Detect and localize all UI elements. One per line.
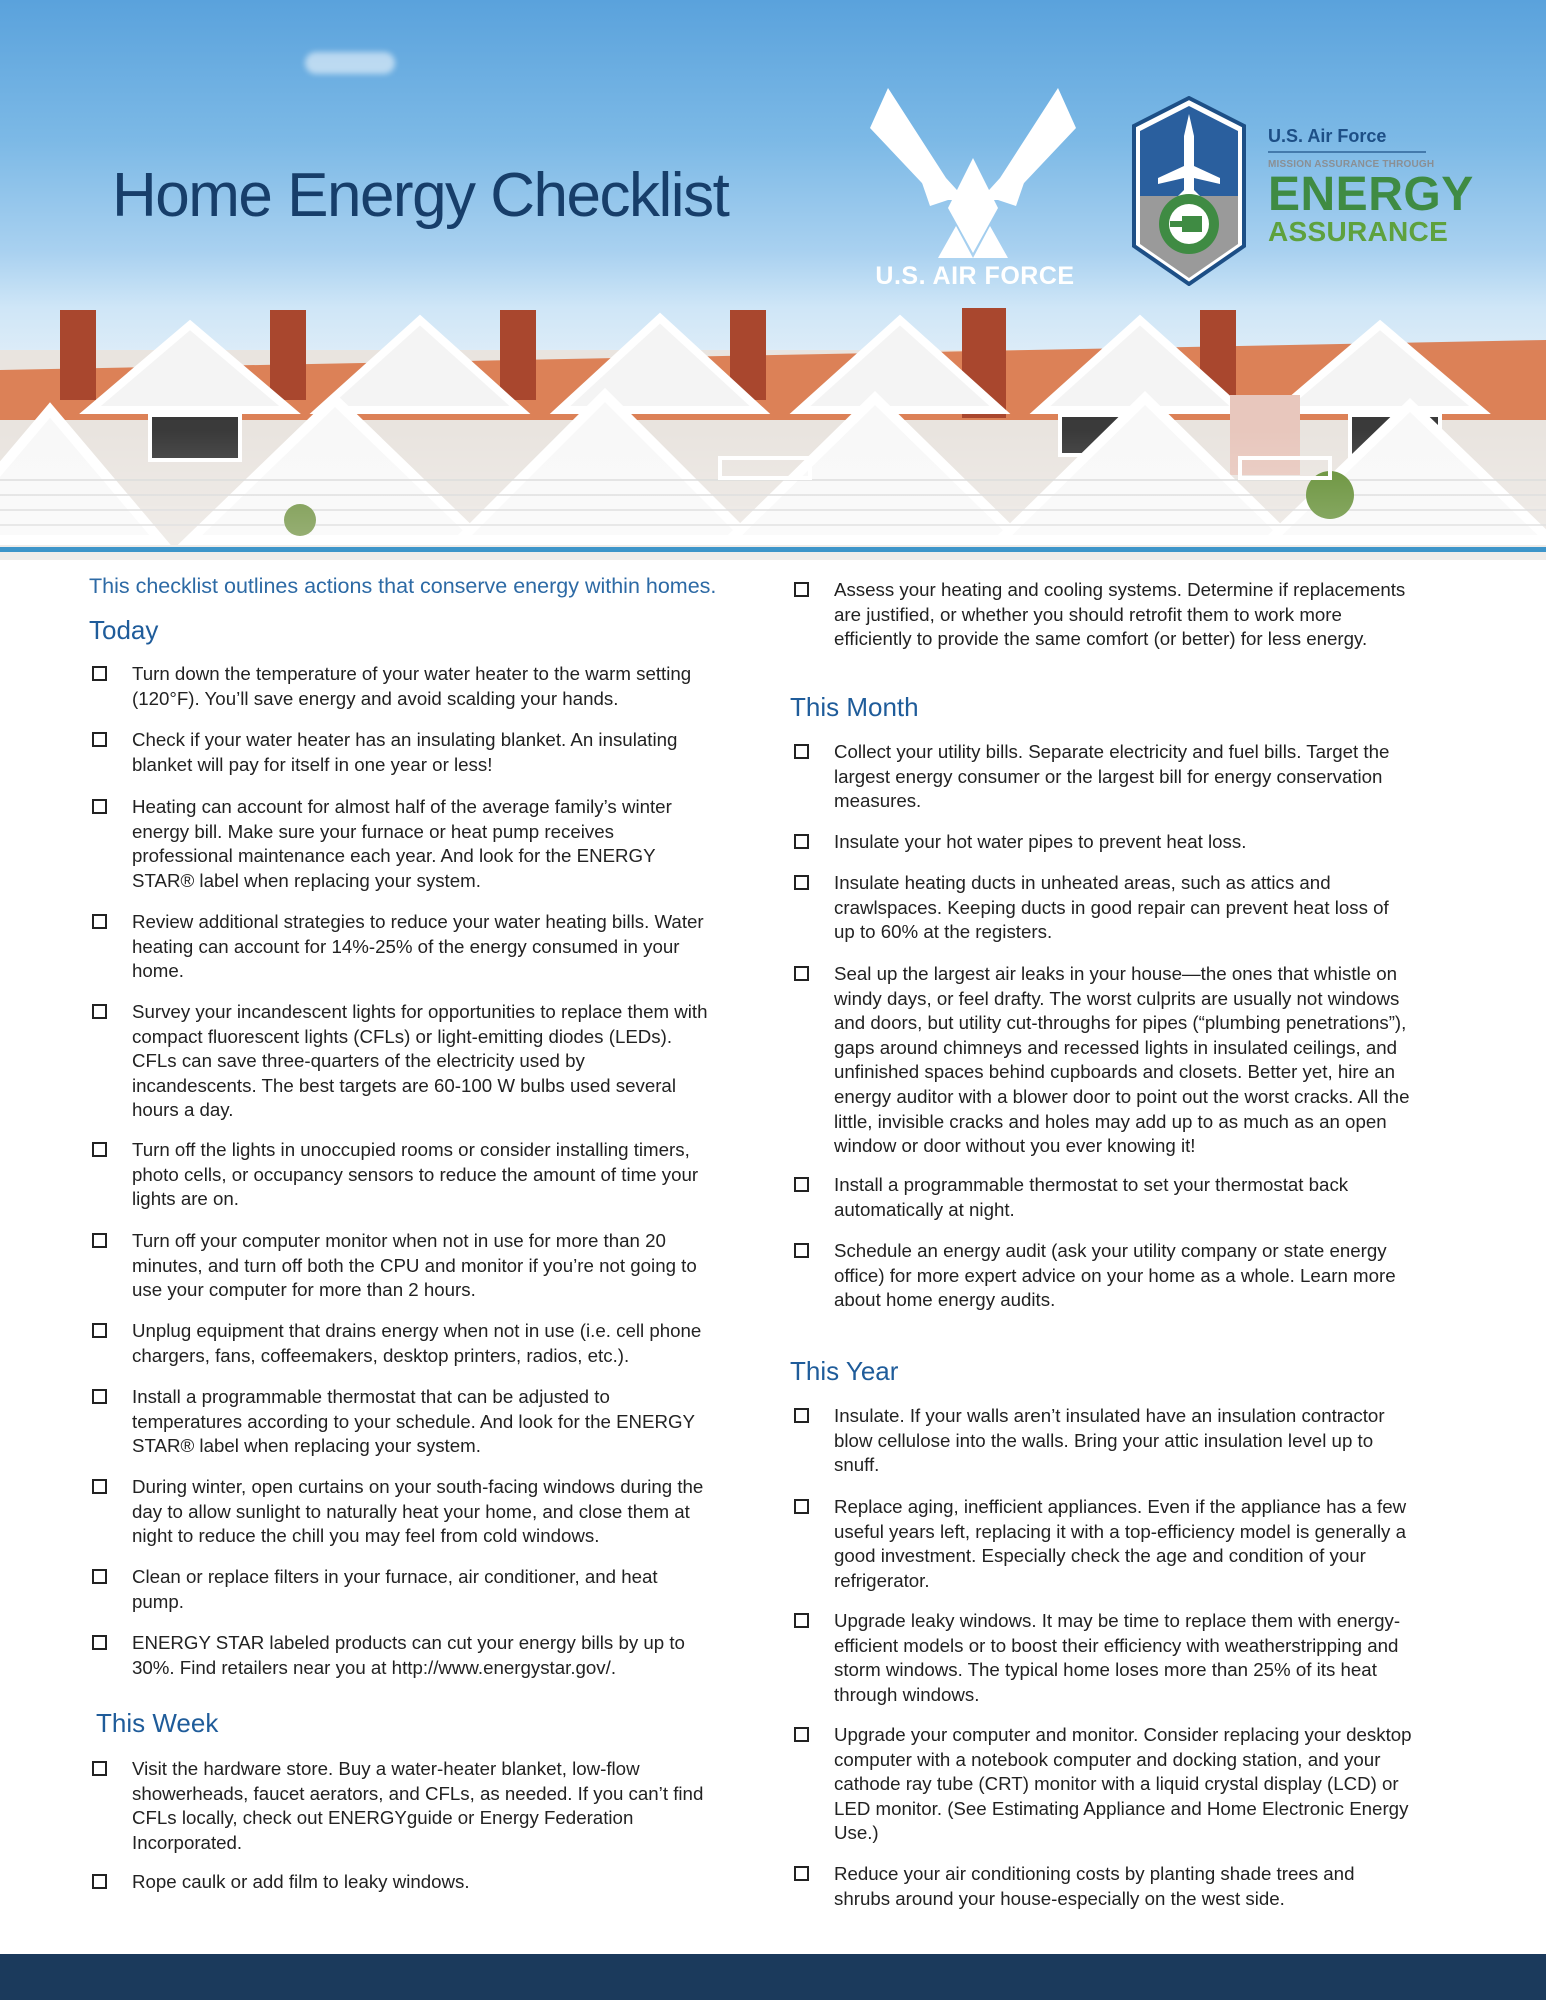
checklist-item-text: Turn off your computer monitor when not in use for more than 20 minutes, and turn off both the CPU and monitor if you’re not going to use your computer for more than 2 hours. [132,1230,697,1301]
checkbox[interactable] [92,1004,107,1019]
checklist-item [92,1870,712,1895]
section-heading-this-month: This Month [790,692,919,722]
checklist-item [92,1757,712,1855]
checkbox[interactable] [92,914,107,929]
energy-assurance-word-energy: ENERGY [1268,168,1474,221]
checkbox[interactable] [92,1389,107,1404]
checklist-item [92,662,712,711]
checklist-item [794,1609,1414,1707]
checkbox[interactable] [794,1499,809,1514]
checklist-item [794,1495,1414,1593]
checklist-item-text: Insulate. If your walls aren’t insulated have an insulation contractor blow cellulose into the walls. Bring your attic insulation level up to snuff. [834,1405,1385,1476]
checkbox[interactable] [794,834,809,849]
checkbox[interactable] [92,1635,107,1650]
checkbox[interactable] [92,1479,107,1494]
checklist-item [794,871,1414,945]
checklist-item [92,1229,712,1303]
checkbox[interactable] [794,1243,809,1258]
checklist-item-text: Upgrade leaky windows. It may be time to replace them with energy-efficient models or to boost their efficiency with weatherstripping and storm windows. The typical home loses more than 25% of its heat through windows. [834,1610,1401,1705]
checklist-item-text: Insulate heating ducts in unheated areas, such as attics and crawlspaces. Keeping ducts in good repair can prevent heat loss of up to 60% at the registers. [834,872,1389,943]
checkbox[interactable] [794,582,809,597]
energy-assurance-tagline: MISSION ASSURANCE THROUGH [1268,159,1435,170]
checklist-item-text: Review additional strategies to reduce your water heating bills. Water heating can account for 14%-25% of the energy consumed in your home. [132,911,704,982]
checklist-item-text: Visit the hardware store. Buy a water-heater blanket, low-flow showerheads, faucet aerators, and CFLs, as needed. If you can’t find CFLs locally, check out ENERGYguide or Energy Federation Incorporated. [132,1758,704,1853]
energy-assurance-rule [1268,151,1426,153]
checklist-item-text: Reduce your air conditioning costs by planting shade trees and shrubs around your house-especially on the west side. [834,1863,1355,1909]
checklist-item [92,1138,712,1212]
air-force-logo-label: U.S. AIR FORCE [875,262,1075,290]
checkbox[interactable] [794,875,809,890]
checkbox[interactable] [794,1727,809,1742]
checklist-item-text: Seal up the largest air leaks in your house—the ones that whistle on windy days, or feel drafty. The worst culprits are usually not windows and doors, but utility cut-throughs for pipes (“plumbing penetrations”), gaps around chimneys and recessed lights in insulated ceilings, and unfinished spaces behind cupboards and closets. Better yet, hire an energy auditor with a blower door to point out the worst cracks. All the little, invisible cracks and holes may add up to as much as an open window or door without you ever knowing it! [834,963,1410,1157]
checkbox[interactable] [92,732,107,747]
checklist-item-text: Insulate your hot water pipes to prevent heat loss. [834,831,1247,852]
checklist-item [794,1173,1414,1222]
checklist-item [794,1404,1414,1478]
checklist-item-text: During winter, open curtains on your south-facing windows during the day to allow sunlight to naturally heat your home, and close them at night to reduce the chill you may feel from cold windows. [132,1476,704,1547]
section-heading-this-week: This Week [96,1708,219,1738]
checklist-item [92,1385,712,1459]
checklist-item [794,578,1414,652]
intro-text: This checklist outlines actions that conserve energy within homes. [89,574,717,598]
section-heading-today: Today [89,615,159,645]
checkbox[interactable] [92,1323,107,1338]
checklist-item [92,728,712,777]
energy-assurance-org: U.S. Air Force [1268,126,1387,146]
checklist-item [794,1239,1414,1313]
checklist-item [92,1475,712,1549]
page-title: Home Energy Checklist [112,161,729,230]
checklist-item [794,1862,1414,1911]
checklist-item [92,1000,712,1123]
checklist-item-text: Install a programmable thermostat that can be adjusted to temperatures according to your schedule. And look for the ENERGY STAR® label when replacing your system. [132,1386,695,1457]
checklist-item-text: Survey your incandescent lights for opportunities to replace them with compact fluorescent lights (CFLs) or light-emitting diodes (LEDs). CFLs can save three-quarters of the electricity used by incandescents. The best targets are 60-100 W bulbs used several hours a day. [132,1001,708,1121]
checkbox[interactable] [92,1233,107,1248]
checklist-item [92,795,712,893]
checklist-item-text: Unplug equipment that drains energy when not in use (i.e. cell phone chargers, fans, coffeemakers, desktop printers, radios, etc.). [132,1320,702,1366]
checklist-item [794,740,1414,814]
checklist-item-text: Clean or replace filters in your furnace, air conditioner, and heat pump. [132,1566,658,1612]
checklist-item-text: Turn off the lights in unoccupied rooms or consider installing timers, photo cells, or occupancy sensors to reduce the amount of time your lights are on. [132,1139,699,1210]
checklist-item-text: ENERGY STAR labeled products can cut your energy bills by up to 30%. Find retailers near you at http://www.energystar.gov/. [132,1632,685,1678]
checklist-item [92,910,712,984]
checkbox[interactable] [92,1142,107,1157]
checklist-item-text: Replace aging, inefficient appliances. Even if the appliance has a few useful years left, replacing it with a top-efficiency model is generally a good investment. Especially check the age and condition of your refrigerator. [834,1496,1407,1591]
checklist-item [794,962,1414,1159]
checkbox[interactable] [92,1874,107,1889]
checkbox[interactable] [92,799,107,814]
energy-assurance-badge-icon [1130,96,1248,286]
checkbox[interactable] [92,1761,107,1776]
checklist-item-text: Collect your utility bills. Separate electricity and fuel bills. Target the largest energy consumer or the largest bill for energy conservation measures. [834,741,1390,812]
checklist-item-text: Upgrade your computer and monitor. Consider replacing your desktop computer with a notebook computer and docking station, and your cathode ray tube (CRT) monitor with a liquid crystal display (LCD) or LED monitor. (See Estimating Appliance and Home Electronic Energy Use.) [834,1724,1412,1844]
checkbox[interactable] [794,1177,809,1192]
checklist-item [794,830,1414,855]
energy-assurance-wordmark [1268,126,1474,247]
checkbox[interactable] [92,1569,107,1584]
banner-divider [0,547,1546,552]
cloud [305,52,395,74]
section-heading-this-year: This Year [790,1356,899,1386]
houses-photo [0,280,1546,560]
checkbox[interactable] [794,1613,809,1628]
checklist-item [92,1631,712,1680]
checkbox[interactable] [92,666,107,681]
energy-assurance-word-assurance: ASSURANCE [1268,216,1449,247]
checklist-item [794,1723,1414,1846]
checklist-item-text: Heating can account for almost half of the average family’s winter energy bill. Make sure your furnace or heat pump receives professional maintenance each year. And look for the ENERGY STAR® label when replacing your system. [132,796,672,891]
checkbox[interactable] [794,966,809,981]
checklist-item-text: Install a programmable thermostat to set your thermostat back automatically at night. [834,1174,1349,1220]
checklist-item-text: Rope caulk or add film to leaky windows. [132,1871,470,1892]
checklist-item-text: Check if your water heater has an insulating blanket. An insulating blanket will pay for itself in one year or less! [132,729,678,775]
header-banner [0,0,1546,560]
footer-bar [0,1954,1546,2000]
checkbox[interactable] [794,744,809,759]
checklist-item-text: Turn down the temperature of your water heater to the warm setting (120°F). You’ll save energy and avoid scalding your hands. [132,663,692,709]
checklist-item-text: Assess your heating and cooling systems. Determine if replacements are justified, or whether you should retrofit them to work more efficiently to provide the same comfort (or better) for less energy. [834,579,1406,650]
checklist-item [92,1319,712,1368]
checklist-item-text: Schedule an energy audit (ask your utility company or state energy office) for more expert advice on your home as a whole. Learn more about home energy audits. [834,1240,1396,1311]
checklist-item [92,1565,712,1614]
checkbox[interactable] [794,1866,809,1881]
checkbox[interactable] [794,1408,809,1423]
